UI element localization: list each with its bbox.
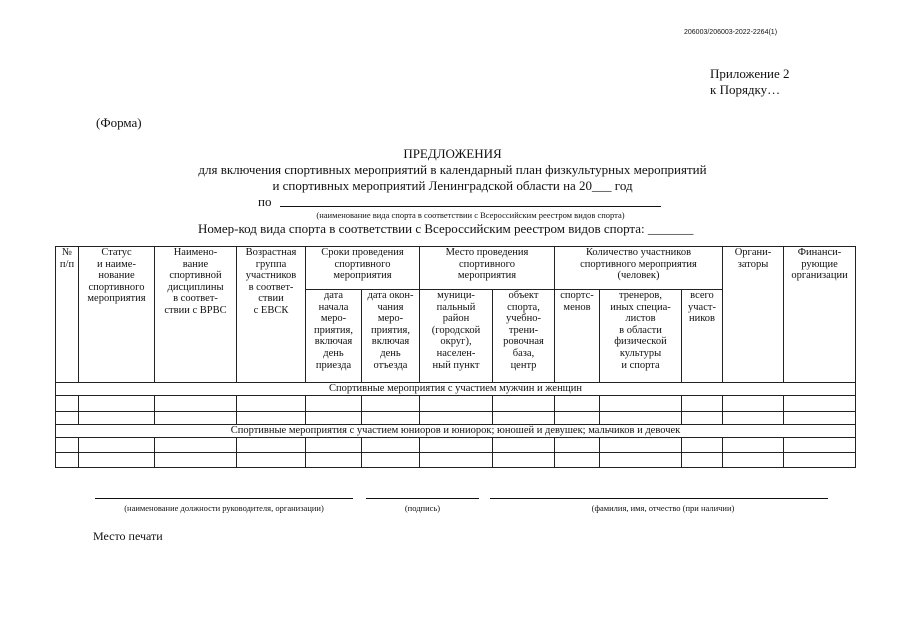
registration-number: 206003/206003-2022-2264(1) <box>684 29 778 36</box>
signature-line <box>366 498 479 499</box>
header-line: иных специа- <box>610 301 671 313</box>
table-row <box>56 412 856 425</box>
table-cell <box>682 412 723 425</box>
header-line: трени- <box>508 324 539 336</box>
header-line: организации <box>791 270 848 282</box>
table-cell <box>237 396 306 412</box>
table-cell <box>155 453 237 468</box>
header-line: муници- <box>437 290 475 301</box>
table-row <box>56 438 856 453</box>
table-cell <box>362 412 420 425</box>
table-cell <box>362 453 420 468</box>
header-line: район <box>442 313 470 325</box>
header-line: Место проведения <box>445 247 529 258</box>
table-cell <box>493 453 555 468</box>
sport-name-caption: (наименование вида спорта в соответствии с Всероссийским реестром видов спорта) <box>316 210 625 220</box>
header-line: менов <box>563 301 591 313</box>
table-cell <box>723 396 784 412</box>
table-cell <box>784 412 856 425</box>
header-municipality <box>420 290 493 383</box>
table-cell <box>600 453 682 468</box>
header-line: Количество участников <box>585 247 692 258</box>
table-cell <box>306 438 362 453</box>
header-line: день <box>380 347 401 359</box>
section-row <box>56 425 856 438</box>
table-row <box>56 453 856 468</box>
table-cell <box>237 412 306 425</box>
table-cell <box>56 438 79 453</box>
table-cell <box>784 453 856 468</box>
header-line: включая <box>314 336 353 348</box>
table-cell <box>420 438 493 453</box>
table-cell <box>493 438 555 453</box>
signature-caption: (подпись) <box>404 503 441 513</box>
header-line: (человек) <box>617 270 660 282</box>
header-line: включая <box>371 336 410 348</box>
table-cell <box>306 412 362 425</box>
header-total <box>682 290 723 383</box>
header-line: всего <box>690 290 714 301</box>
header-line: центр <box>510 359 537 371</box>
table-header-row <box>56 247 856 290</box>
header-num <box>56 247 79 383</box>
header-line: в соответ- <box>248 281 294 293</box>
header-line: группа <box>255 258 287 270</box>
header-line: мероприятия <box>333 270 392 282</box>
header-line: Органи- <box>734 247 772 258</box>
table-cell <box>306 453 362 468</box>
table-cell <box>79 438 155 453</box>
header-line: дисциплины <box>167 281 224 293</box>
section-title-2: Спортивные мероприятия с участием юниоров и юниорок; юношей и девушек; мальчиков и девочек <box>56 425 856 438</box>
header-line: тренеров, <box>619 290 662 301</box>
table-cell <box>306 396 362 412</box>
sport-code-line: Номер-код вида спорта в соответствии с Всероссийским реестром видов спорта: _______ <box>198 221 694 236</box>
table-cell <box>723 412 784 425</box>
header-line: нование <box>98 270 135 282</box>
header-line: округ), <box>440 336 472 348</box>
header-line: меро- <box>320 313 347 325</box>
name-caption: (фамилия, имя, отчество (при наличии) <box>591 503 735 513</box>
appendix-line-2: к Порядку… <box>710 82 781 97</box>
header-line: спортс- <box>560 290 594 301</box>
proposals-table <box>55 246 856 468</box>
header-line: меро- <box>377 313 404 325</box>
table-cell <box>682 453 723 468</box>
table-cell <box>600 396 682 412</box>
header-line: физической <box>614 336 667 348</box>
table-cell <box>493 412 555 425</box>
header-line: ников <box>688 313 715 325</box>
header-line: приятия, <box>371 324 410 336</box>
header-line: спортивного <box>88 281 145 293</box>
document-subtitle-line-2: и спортивных мероприятий Ленинградской области на 20___ год <box>272 178 633 193</box>
table-cell <box>600 412 682 425</box>
header-line: в соответ- <box>173 293 218 305</box>
table-cell <box>79 412 155 425</box>
header-line: дата <box>323 290 344 301</box>
appendix-header <box>710 66 790 98</box>
header-line: рующие <box>801 258 838 270</box>
table-cell <box>600 438 682 453</box>
form-label: (Форма) <box>96 115 142 130</box>
header-line: Финанси- <box>797 247 842 258</box>
header-line: (городской <box>431 324 481 336</box>
table-cell <box>362 438 420 453</box>
header-line: мероприятия <box>87 293 146 305</box>
header-financing <box>784 247 856 383</box>
header-athletes <box>555 290 600 383</box>
table-cell <box>555 412 600 425</box>
header-line: ный пункт <box>432 359 480 371</box>
table-cell <box>420 396 493 412</box>
table-cell <box>784 396 856 412</box>
header-line: объект <box>508 290 539 301</box>
header-line: участников <box>245 270 297 282</box>
table-cell <box>56 412 79 425</box>
table-cell <box>682 396 723 412</box>
header-line: Статус <box>101 247 132 258</box>
table-cell <box>723 453 784 468</box>
table-cell <box>79 396 155 412</box>
header-line: п/п <box>59 258 75 270</box>
header-line: чания <box>377 301 404 313</box>
sport-name-line <box>280 206 661 207</box>
header-line: и спорта <box>621 359 660 371</box>
table-cell <box>56 396 79 412</box>
header-line: участ- <box>688 301 716 313</box>
header-line: населен- <box>436 347 476 359</box>
document-subtitle-line-1: для включения спортивных мероприятий в календарный план физкультурных мероприятий <box>198 162 707 177</box>
table-cell <box>79 453 155 468</box>
document-title: ПРЕДЛОЖЕНИЯ <box>403 146 502 161</box>
table-cell <box>420 412 493 425</box>
table-cell <box>362 396 420 412</box>
header-discipline <box>155 247 237 383</box>
table-cell <box>155 438 237 453</box>
header-line: в области <box>619 324 662 336</box>
header-organizers <box>723 247 784 383</box>
table-cell <box>555 453 600 468</box>
header-venue <box>420 247 555 290</box>
header-line: приезда <box>315 359 352 371</box>
section-row <box>56 383 856 396</box>
table-row <box>56 396 856 412</box>
header-status <box>79 247 155 383</box>
header-line: начала <box>318 301 349 313</box>
header-line: приятия, <box>314 324 353 336</box>
header-line: Возрастная <box>245 247 297 258</box>
header-line: вание <box>182 258 209 270</box>
appendix-line-1: Приложение 2 <box>710 66 790 81</box>
position-caption: (наименование должности руководителя, организации) <box>124 503 324 513</box>
table-cell <box>784 438 856 453</box>
header-line: № <box>61 247 73 258</box>
header-line: учебно- <box>506 313 541 325</box>
table-cell <box>555 396 600 412</box>
header-line: Наимено- <box>173 247 218 258</box>
header-line: и наиме- <box>97 258 136 270</box>
table-cell <box>155 396 237 412</box>
header-line: листов <box>625 313 656 325</box>
header-age-group <box>237 247 306 383</box>
header-dates <box>306 247 420 290</box>
section-title-1: Спортивные мероприятия с участием мужчин и женщин <box>56 383 856 396</box>
header-line: ствии с ВРВС <box>164 304 227 316</box>
header-line: Сроки проведения <box>321 247 404 258</box>
header-line: спортивного мероприятия <box>580 258 697 270</box>
position-signature-line <box>95 498 353 499</box>
header-line: день <box>323 347 344 359</box>
header-line: спортивного <box>459 258 515 270</box>
header-line: спортивной <box>169 270 222 282</box>
header-line: база, <box>512 347 535 359</box>
seal-label: Место печати <box>93 529 163 543</box>
header-line: заторы <box>737 258 769 270</box>
header-line: спортивного <box>334 258 391 270</box>
header-date-start <box>306 290 362 383</box>
table-cell <box>682 438 723 453</box>
sport-prefix: по <box>258 194 272 209</box>
header-line: отъезда <box>373 359 408 371</box>
header-date-end <box>362 290 420 383</box>
table-cell <box>237 438 306 453</box>
table-cell <box>723 438 784 453</box>
header-line: пальный <box>436 301 476 313</box>
header-line: спорта, <box>507 301 540 313</box>
header-line: ствии <box>258 293 284 305</box>
table-cell <box>56 453 79 468</box>
header-line: с ЕВСК <box>253 304 289 316</box>
header-line: дата окон- <box>367 290 414 301</box>
header-line: мероприятия <box>457 270 517 282</box>
table-cell <box>493 396 555 412</box>
table-cell <box>555 438 600 453</box>
header-participants <box>555 247 723 290</box>
header-coaches <box>600 290 682 383</box>
name-signature-line <box>490 498 828 499</box>
table-cell <box>237 453 306 468</box>
header-line: ровочная <box>503 336 544 348</box>
table-cell <box>155 412 237 425</box>
header-facility <box>493 290 555 383</box>
table-cell <box>420 453 493 468</box>
header-line: культуры <box>619 347 662 359</box>
